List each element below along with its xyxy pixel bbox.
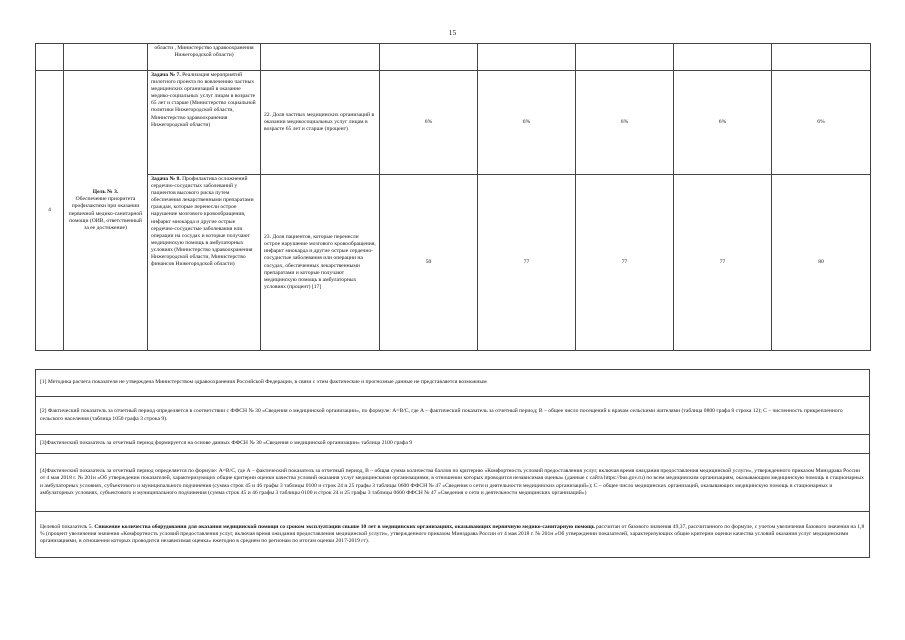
- row-number: 4: [36, 71, 64, 351]
- goal-cell: [64, 71, 148, 351]
- footnote-3: [36, 435, 869, 454]
- value-cell: 80: [772, 175, 871, 351]
- footnote-5-bold: Снижение количества оборудования для оказания медицинской помощи со сроком эксплуатации свыше 10 лет в медицинских организациях, оказывающих первичную медико-санитарную помощь: [94, 523, 595, 530]
- table-row-continuation: [36, 44, 871, 71]
- footnote-4-text: [4]Фактический показатель за отчетный период определяется по формуле: A=B/C, где А – фактический показатель за отчетный период, В – общая сумма количества баллов по критерию «Комфортность условий предоставления услуг, включая время ожидания предоставления медицинской услуги», утвержденного приказом Минздрава России от 4 мая 2018 г. № 201н «Об утверждении показателей, характеризующих общие критерии оценки качества условий оказания услуг медицинскими организациями, в отношении которых проводится независимая оценка» (данные с сайта https://bus.gov.ru) по всем медицинским организациям, оказывающим медицинскую помощь в стационарных и амбулаторных условиях, субъектового и муниципального подчинения (сумма строк 45 и 46 графы 3 таблицы 0100 и строк 24 и 25 графы 3 таблицы 0600 ФФСН № 47 «Сведения о сети и деятельности медицинских организаций»); С – общее число медицинских организаций, оказывающих медицинскую помощь в стационарных и амбулаторных условиях, субъектового и муниципального подчинения (сумма строк 45 и 46 графы 3 таблицы 0100 и строк 24 и 25 графы 3 таблицы 0600 ФФСН № 47 «Сведения о сети и деятельности медицинских организаций»): [40, 467, 864, 496]
- footnote-2: [36, 397, 869, 435]
- value-cell: 50: [380, 175, 478, 351]
- table-row-task8: [36, 175, 871, 351]
- footnote-5: [36, 512, 869, 557]
- footnote-2-text: [2] Фактический показатель за отчетный период определяется в соответствии с ФФСН № 30 «Сведения о медицинской организации», по формуле: A=B/C, где А – фактический показатель за отчетный период; В – общее число посещений к врачам сельскими жителями (таблица 0800 графа 8 строка 12); С – численность прикрепленного сельского населения (таблица 1050 графа 3 строка 9).: [40, 408, 843, 422]
- footnote-3-text: [3]Фактический показатель за отчетный период формируется на основе данных ФФСН № 30 «Сведения о медицинской организации» таблица 2100 графа 9: [40, 440, 413, 447]
- value-cell: 6%: [380, 71, 478, 175]
- task-continuation: области , Министерство здравоохранения Нижегородской области): [148, 44, 261, 71]
- value-cell: 6%: [576, 71, 674, 175]
- task-8-title: Задача № 8.: [151, 176, 181, 182]
- value-cell: 6%: [674, 71, 772, 175]
- footnote-5-end: рассчитан от базового значения 49,37, рассчитанного по формуле, с учетом увеличения базового значения на 1,8 % (процент увеличения значения «Комфортность условий предоставления услуг, включая время ожидания предоставления медицинской услуги», утвержденного приказом Минздрава России от 4 мая 2018 г. № 201н «Об утверждении показателей, характеризующих общие критерии оценки качества условий оказания услуг медицинскими организациями, в отношении которых проводится независимая оценка» ежегодно в среднем по регионам по итогам оценки 2017-2019 гг).: [40, 523, 865, 545]
- indicators-table: [35, 43, 871, 351]
- task-7-title: Задача № 7.: [151, 72, 181, 78]
- value-cell: 77: [576, 175, 674, 351]
- footnote-5-text: [40, 524, 865, 546]
- footnote-5-start: Целевой показатель 5.: [40, 523, 95, 530]
- task-8-cell: [148, 175, 261, 351]
- value-cell: 6%: [478, 71, 576, 175]
- table-row-task7: [36, 71, 871, 175]
- value-cell: 77: [674, 175, 772, 351]
- page-number: 15: [448, 28, 457, 37]
- goal-title: Цель № 3.: [92, 189, 119, 196]
- task-7-cell: [148, 71, 261, 175]
- task-7-text: Реализация мероприятий пилотного проекта по вовлечению частных медицинских организаций в оказание медико-социальных услуг лицам в возрасте 65 лет и старше (Министерство социальной политики Нижегородской области, Министерство здравоохранения Нижегородской области): [151, 72, 256, 128]
- goal-text: Обеспечение приоритета профилактики при оказании первичной медико-санитарной помощи (ОИВ, ответственный за ее достижение): [68, 196, 143, 231]
- value-cell: 6%: [772, 71, 871, 175]
- indicator-22: 22. Доля частных медицинских организаций в оказании медикосоциальных услуг лицам в возрасте 65 лет и старше (процент): [261, 71, 380, 175]
- task-8-text: Профилактика осложнений сердечно-сосудистых заболеваний у пациентов высокого риска путем обеспечения лекарственными препаратами граждан, которые перенесли острое нарушение мозгового кровообращения, инфаркт миокарда и другие острые сердечно-сосудистые заболевания или операции на сосудах и которые получают медицинскую помощь в амбулаторных условиях (Министерство здравоохранения Нижегородской области, Министерство финансов Нижегородской области): [151, 176, 254, 268]
- footnote-1-text: [1] Методика расчета показателя не утверждена Министерством здравоохранения Российской Федерации, в связи с этим фактические и прогнозные данные не представляется возможным: [40, 379, 487, 386]
- footnote-1: [36, 370, 869, 397]
- footnotes-box: [35, 369, 870, 558]
- footnote-4: [36, 454, 869, 512]
- value-cell: 77: [478, 175, 576, 351]
- indicator-23: 23. Доля пациентов, которые перенесли острое нарушение мозгового кровообращения, инфаркт миокарда и другие острые сердечно-сосудистые заболевания или операции на сосудах, обеспеченных лекарственными препаратами и которые получают медицинскую помощь в амбулаторных условиях (процент) [17]: [261, 175, 380, 351]
